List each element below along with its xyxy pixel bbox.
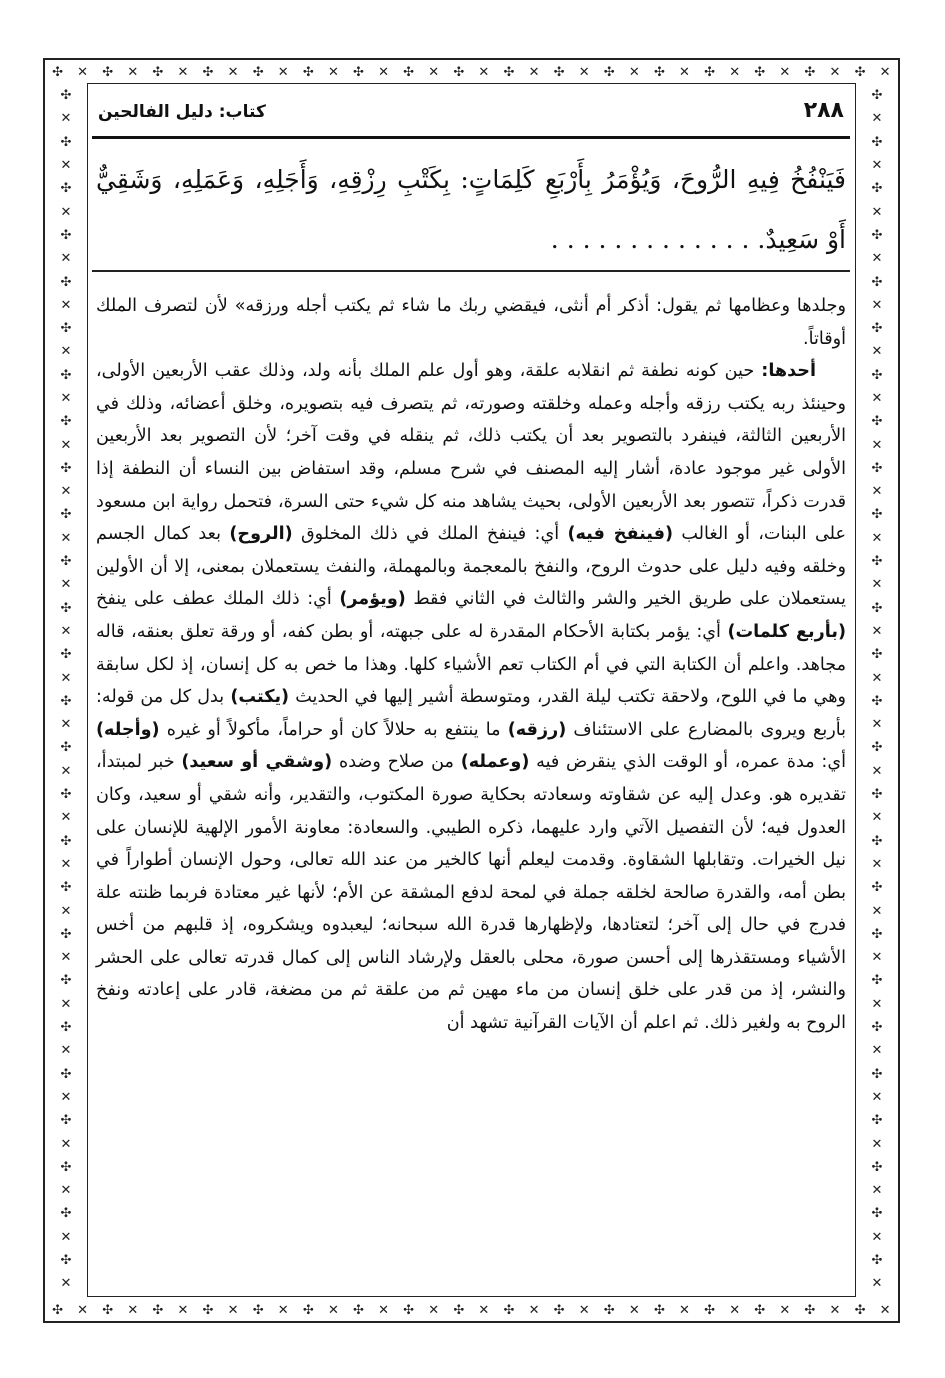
term-yuktab: (يكتب)	[230, 687, 290, 708]
ornament-border-top	[45, 60, 898, 84]
floral-ornament-icon: ✣	[60, 507, 72, 523]
cross-ornament-icon: ✕	[871, 1136, 883, 1152]
floral-ornament-icon: ✣	[60, 554, 72, 570]
floral-ornament-icon: ✣	[60, 321, 72, 337]
term-rizquh: (رزقه)	[507, 719, 567, 740]
floral-ornament-icon: ✣	[871, 1159, 883, 1175]
floral-ornament-icon: ✣	[871, 647, 883, 663]
cross-ornament-icon: ✕	[879, 1302, 891, 1318]
cross-ornament-icon: ✕	[77, 64, 89, 80]
cross-ornament-icon: ✕	[871, 1043, 883, 1059]
cross-ornament-icon: ✕	[871, 623, 883, 639]
floral-ornament-icon: ✣	[403, 1302, 415, 1318]
floral-ornament-icon: ✣	[871, 973, 883, 989]
floral-ornament-icon: ✣	[871, 1066, 883, 1082]
term-ruh: (الروح)	[229, 524, 293, 545]
floral-ornament-icon: ✣	[60, 693, 72, 709]
cross-ornament-icon: ✕	[60, 1136, 72, 1152]
floral-ornament-icon: ✣	[871, 554, 883, 570]
floral-ornament-icon: ✣	[854, 64, 866, 80]
cross-ornament-icon: ✕	[60, 1183, 72, 1199]
floral-ornament-icon: ✣	[202, 1302, 214, 1318]
cross-ornament-icon: ✕	[177, 1302, 189, 1318]
cross-ornament-icon: ✕	[829, 1302, 841, 1318]
cross-ornament-icon: ✕	[227, 64, 239, 80]
cross-ornament-icon: ✕	[60, 670, 72, 686]
floral-ornament-icon: ✣	[704, 64, 716, 80]
floral-ornament-icon: ✣	[871, 600, 883, 616]
term-amaluh: (وعمله)	[460, 752, 530, 773]
floral-ornament-icon: ✣	[871, 787, 883, 803]
cross-ornament-icon: ✕	[60, 763, 72, 779]
floral-ornament-icon: ✣	[871, 414, 883, 430]
page-number: ٢٨٨	[803, 98, 844, 123]
cross-ornament-icon: ✕	[871, 111, 883, 127]
floral-ornament-icon: ✣	[403, 64, 415, 80]
floral-ornament-icon: ✣	[60, 833, 72, 849]
cross-ornament-icon: ✕	[277, 64, 289, 80]
floral-ornament-icon: ✣	[603, 64, 615, 80]
cross-ornament-icon: ✕	[60, 204, 72, 220]
floral-ornament-icon: ✣	[252, 64, 264, 80]
floral-ornament-icon: ✣	[871, 507, 883, 523]
floral-ornament-icon: ✣	[854, 1302, 866, 1318]
cross-ornament-icon: ✕	[227, 1302, 239, 1318]
cross-ornament-icon: ✕	[871, 437, 883, 453]
cross-ornament-icon: ✕	[478, 64, 490, 80]
commentary	[96, 290, 846, 1040]
floral-ornament-icon: ✣	[60, 600, 72, 616]
cross-ornament-icon: ✕	[60, 717, 72, 733]
floral-ornament-icon: ✣	[60, 460, 72, 476]
floral-ornament-icon: ✣	[302, 64, 314, 80]
cross-ornament-icon: ✕	[60, 484, 72, 500]
cross-ornament-icon: ✕	[60, 391, 72, 406]
floral-ornament-icon: ✣	[871, 460, 883, 476]
floral-ornament-icon: ✣	[503, 64, 515, 80]
cross-ornament-icon: ✕	[871, 577, 883, 593]
floral-ornament-icon: ✣	[60, 134, 72, 150]
floral-ornament-icon: ✣	[60, 973, 72, 989]
cross-ornament-icon: ✕	[871, 204, 883, 220]
floral-ornament-icon: ✣	[871, 274, 883, 290]
floral-ornament-icon: ✣	[60, 787, 72, 803]
cross-ornament-icon: ✕	[60, 950, 72, 966]
cross-ornament-icon: ✕	[871, 996, 883, 1012]
cross-ornament-icon: ✕	[60, 996, 72, 1012]
cross-ornament-icon: ✕	[60, 437, 72, 453]
cross-ornament-icon: ✕	[60, 297, 72, 313]
floral-ornament-icon: ✣	[704, 1302, 716, 1318]
cross-ornament-icon: ✕	[60, 1276, 72, 1292]
cross-ornament-icon: ✕	[779, 1302, 791, 1318]
cross-ornament-icon: ✕	[127, 1302, 139, 1318]
cross-ornament-icon: ✕	[871, 1276, 883, 1292]
cross-ornament-icon: ✕	[871, 1229, 883, 1245]
cross-ornament-icon: ✕	[327, 1302, 339, 1318]
cross-ornament-icon: ✕	[679, 64, 690, 80]
floral-ornament-icon: ✣	[60, 274, 72, 290]
term-ahaduha: أحدها:	[761, 361, 816, 382]
cross-ornament-icon: ✕	[871, 717, 883, 733]
cross-ornament-icon: ✕	[871, 251, 883, 267]
floral-ornament-icon: ✣	[653, 64, 665, 80]
cross-ornament-icon: ✕	[871, 810, 883, 826]
floral-ornament-icon: ✣	[453, 1302, 465, 1318]
floral-ornament-icon: ✣	[102, 1302, 114, 1318]
floral-ornament-icon: ✣	[603, 1302, 615, 1318]
floral-ornament-icon: ✣	[453, 64, 465, 80]
cross-ornament-icon: ✕	[60, 1043, 72, 1059]
floral-ornament-icon: ✣	[804, 1302, 816, 1318]
cross-ornament-icon: ✕	[871, 391, 883, 406]
cross-ornament-icon: ✕	[60, 251, 72, 267]
term-shaqi-saeed: (وشقي أو سعيد)	[181, 752, 333, 773]
cross-ornament-icon: ✕	[378, 64, 389, 80]
cross-ornament-icon: ✕	[528, 64, 540, 80]
cross-ornament-icon: ✕	[60, 1089, 72, 1105]
ornament-border-right	[856, 84, 898, 1296]
floral-ornament-icon: ✣	[353, 64, 364, 80]
cross-ornament-icon: ✕	[578, 1302, 590, 1318]
floral-ornament-icon: ✣	[804, 64, 816, 80]
cross-ornament-icon: ✕	[871, 484, 883, 500]
cross-ornament-icon: ✕	[478, 1302, 490, 1318]
floral-ornament-icon: ✣	[60, 227, 72, 243]
floral-ornament-icon: ✣	[252, 1302, 264, 1318]
floral-ornament-icon: ✣	[553, 64, 565, 80]
header-rule	[92, 136, 850, 139]
cross-ornament-icon: ✕	[871, 344, 883, 360]
cross-ornament-icon: ✕	[60, 158, 72, 174]
cross-ornament-icon: ✕	[60, 111, 72, 127]
term-yumar: (ويؤمر)	[339, 589, 406, 610]
cross-ornament-icon: ✕	[679, 1302, 690, 1318]
cross-ornament-icon: ✕	[871, 903, 883, 919]
floral-ornament-icon: ✣	[653, 1302, 665, 1318]
floral-ornament-icon: ✣	[871, 740, 883, 756]
cross-ornament-icon: ✕	[528, 1302, 540, 1318]
floral-ornament-icon: ✣	[60, 1113, 72, 1129]
cross-ornament-icon: ✕	[127, 64, 139, 80]
cross-ornament-icon: ✕	[628, 1302, 640, 1318]
floral-ornament-icon: ✣	[871, 880, 883, 896]
floral-ornament-icon: ✣	[60, 880, 72, 896]
term-fayanfukh: (فينفخ فيه)	[567, 524, 674, 545]
floral-ornament-icon: ✣	[60, 926, 72, 942]
cross-ornament-icon: ✕	[60, 856, 72, 872]
cross-ornament-icon: ✕	[871, 297, 883, 313]
cross-ornament-icon: ✕	[729, 1302, 741, 1318]
floral-ornament-icon: ✣	[60, 1020, 72, 1036]
cross-ornament-icon: ✕	[60, 1229, 72, 1245]
cross-ornament-icon: ✕	[871, 1183, 883, 1199]
floral-ornament-icon: ✣	[503, 1302, 515, 1318]
cross-ornament-icon: ✕	[779, 64, 791, 80]
floral-ornament-icon: ✣	[871, 1252, 883, 1268]
cross-ornament-icon: ✕	[428, 1302, 440, 1318]
cross-ornament-icon: ✕	[871, 1089, 883, 1105]
ornament-border-bottom	[45, 1298, 898, 1322]
cross-ornament-icon: ✕	[578, 64, 590, 80]
floral-ornament-icon: ✣	[102, 64, 114, 80]
floral-ornament-icon: ✣	[202, 64, 214, 80]
commentary-paragraph-1: وجلدها وعظامها ثم يقول: أذكر أم أنثى، فيقضي ربك ما شاء ثم يكتب أجله ورزقه» لأن لتصرف الملك أوقاتاً.	[96, 296, 846, 349]
floral-ornament-icon: ✣	[871, 1020, 883, 1036]
floral-ornament-icon: ✣	[152, 1302, 164, 1318]
floral-ornament-icon: ✣	[871, 181, 883, 197]
text-divider	[92, 270, 850, 272]
page-header	[92, 96, 850, 130]
hadith-text: فَيَنْفُخُ فِيهِ الرُّوحَ، وَيُؤْمَرُ بِأَرْبَعِ كَلِمَاتٍ: بِكَتْبِ رِزْقِهِ، وَأَجَلِهِ، وَعَمَلِهِ، وَشَقِيٌّ أَوْ سَعِيدٌ. . . . . . . . . . . . . .	[96, 165, 846, 254]
cross-ornament-icon: ✕	[871, 950, 883, 966]
cross-ornament-icon: ✕	[378, 1302, 389, 1318]
floral-ornament-icon: ✣	[553, 1302, 565, 1318]
cross-ornament-icon: ✕	[871, 856, 883, 872]
floral-ornament-icon: ✣	[152, 64, 164, 80]
floral-ornament-icon: ✣	[871, 321, 883, 337]
floral-ornament-icon: ✣	[871, 1206, 883, 1222]
cross-ornament-icon: ✕	[60, 530, 72, 546]
cross-ornament-icon: ✕	[871, 530, 883, 546]
cross-ornament-icon: ✕	[871, 763, 883, 779]
floral-ornament-icon: ✣	[871, 227, 883, 243]
floral-ornament-icon: ✣	[60, 1066, 72, 1082]
floral-ornament-icon: ✣	[871, 88, 883, 104]
commentary-paragraph-2: أحدها: حين كونه نطفة ثم انقلابه علقة، وهو أول علم الملك بأنه ولد، وذلك عقب الأربعين الأولى، وحينئذ ربه يكتب رزقه وأجله وعمله وخلقته وصورته، ثم يتصرف فيه بتصويره، وخلق أعضائه، وذلك في الأربعين الثالثة، فينفرد بالتصوير بعد أن يكتب ذلك، ثم ينقله في وقت آخر؛ لأن التصوير بعد الأربعين الأولى غير موجود عادة، أشار إليه المصنف في شرح مسلم، وقد استفاض بين النساء أن النطفة إذا قدرت ذكراً، تتصور بعد الأربعين الأولى، بحيث يشاهد منه كل شيء حتى السرة، فتحمل رواية ابن مسعود على البنات، أو الغالب (فينفخ فيه) أي: فينفخ الملك في ذلك المخلوق (الروح) بعد كمال الجسم وخلقه وفيه دليل على حدوث الروح، والنفخ بالمعجمة وبالمهملة، والنفث يستعملان بمعنى، إلا أن الأولين يستعملان على طريق الخير والشر والثالث في الثاني فقط (ويؤمر) أي: ذلك الملك عطف على ينفخ (بأربع كلمات) أي: يؤمر بكتابة الأحكام المقدرة له على جبهته، أو بطن كفه، أو ورقة تعلق بعنقه، قاله مجاهد. واعلم أن الكتابة التي في أم الكتاب تعم الأشياء كلها. وهذا ما خص به كل إنسان، إذ لكل سابقة وهي ما في اللوح، ولاحقة تكتب ليلة القدر، ومتوسطة أشير إليها في الحديث (يكتب) بدل كل من قوله: بأربع ويروى بالمضارع على الاستئناف (رزقه) ما ينتفع به حلالاً كان أو حراماً، مأكولاً أو غيره (وأجله) أي: مدة عمره، أو الوقت الذي ينقرض فيه (وعمله) من صلاح وضده (وشقي أو سعيد) خبر لمبتدأ، تقديره هو. وعدل إليه عن شقاوته وسعادته بحكاية صورة المكتوب، والتقدير، وأنه شقي أو سعيد، وكان العدول فيه؛ لأن التفصيل الآتي وارد عليهما، ذكره الطيبي. والسعادة: معاونة الأمور الإلهية للإنسان على نيل الخيرات. وتقابلها الشقاوة. وقدمت ليعلم أنها كالخير من عند الله تعالى، وحول الإنسان أطواراً في بطن أمه، والقدرة صالحة لخلقه جملة في لمحة لدفع المشقة عن الأم؛ لأنها غير معتادة فربما ظنته علة فدرج في حال إلى آخر؛ لتعتادها، ولإظهارها قدرة الله سبحانه؛ ليعبدوه ويشكروه، إذ قلبهم من أخس الأشياء ومستقذرها إلى أحسن صورة، محلى بالعقل ولإرشاد الناس إلى كمال قدرته تعالى على الحشر والنشر، إذ من قدر على خلق إنسان من ماء مهين ثم من علقة ثم من مضغة، قادر على إعادته ونفخ الروح به ولغير ذلك. ثم اعلم أن الآيات القرآنية تشهد أن	[96, 361, 847, 1034]
cross-ornament-icon: ✕	[60, 344, 72, 360]
cross-ornament-icon: ✕	[60, 623, 72, 639]
floral-ornament-icon: ✣	[60, 647, 72, 663]
floral-ornament-icon: ✣	[60, 1159, 72, 1175]
book-title: كتاب: دليل الفالحين	[98, 102, 266, 122]
floral-ornament-icon: ✣	[60, 1206, 72, 1222]
floral-ornament-icon: ✣	[60, 88, 72, 104]
floral-ornament-icon: ✣	[52, 64, 63, 80]
floral-ornament-icon: ✣	[754, 64, 766, 80]
floral-ornament-icon: ✣	[871, 367, 883, 383]
cross-ornament-icon: ✕	[879, 64, 891, 80]
floral-ornament-icon: ✣	[353, 1302, 364, 1318]
cross-ornament-icon: ✕	[829, 64, 841, 80]
floral-ornament-icon: ✣	[754, 1302, 766, 1318]
term-ajaluh: (وأجله)	[96, 719, 160, 740]
floral-ornament-icon: ✣	[60, 181, 72, 197]
cross-ornament-icon: ✕	[871, 158, 883, 174]
cross-ornament-icon: ✕	[60, 903, 72, 919]
cross-ornament-icon: ✕	[729, 64, 741, 80]
term-arba-kalimat: (بأربع كلمات)	[727, 621, 846, 642]
floral-ornament-icon: ✣	[871, 833, 883, 849]
floral-ornament-icon: ✣	[60, 414, 72, 430]
floral-ornament-icon: ✣	[60, 740, 72, 756]
ornament-border-left	[45, 84, 87, 1296]
floral-ornament-icon: ✣	[60, 367, 72, 383]
cross-ornament-icon: ✕	[428, 64, 440, 80]
cross-ornament-icon: ✕	[60, 810, 72, 826]
floral-ornament-icon: ✣	[871, 693, 883, 709]
floral-ornament-icon: ✣	[52, 1302, 63, 1318]
cross-ornament-icon: ✕	[871, 670, 883, 686]
cross-ornament-icon: ✕	[277, 1302, 289, 1318]
floral-ornament-icon: ✣	[871, 134, 883, 150]
floral-ornament-icon: ✣	[302, 1302, 314, 1318]
cross-ornament-icon: ✕	[77, 1302, 89, 1318]
floral-ornament-icon: ✣	[871, 1113, 883, 1129]
cross-ornament-icon: ✕	[628, 64, 640, 80]
cross-ornament-icon: ✕	[60, 577, 72, 593]
cross-ornament-icon: ✕	[327, 64, 339, 80]
floral-ornament-icon: ✣	[60, 1252, 72, 1268]
cross-ornament-icon: ✕	[177, 64, 189, 80]
floral-ornament-icon: ✣	[871, 926, 883, 942]
